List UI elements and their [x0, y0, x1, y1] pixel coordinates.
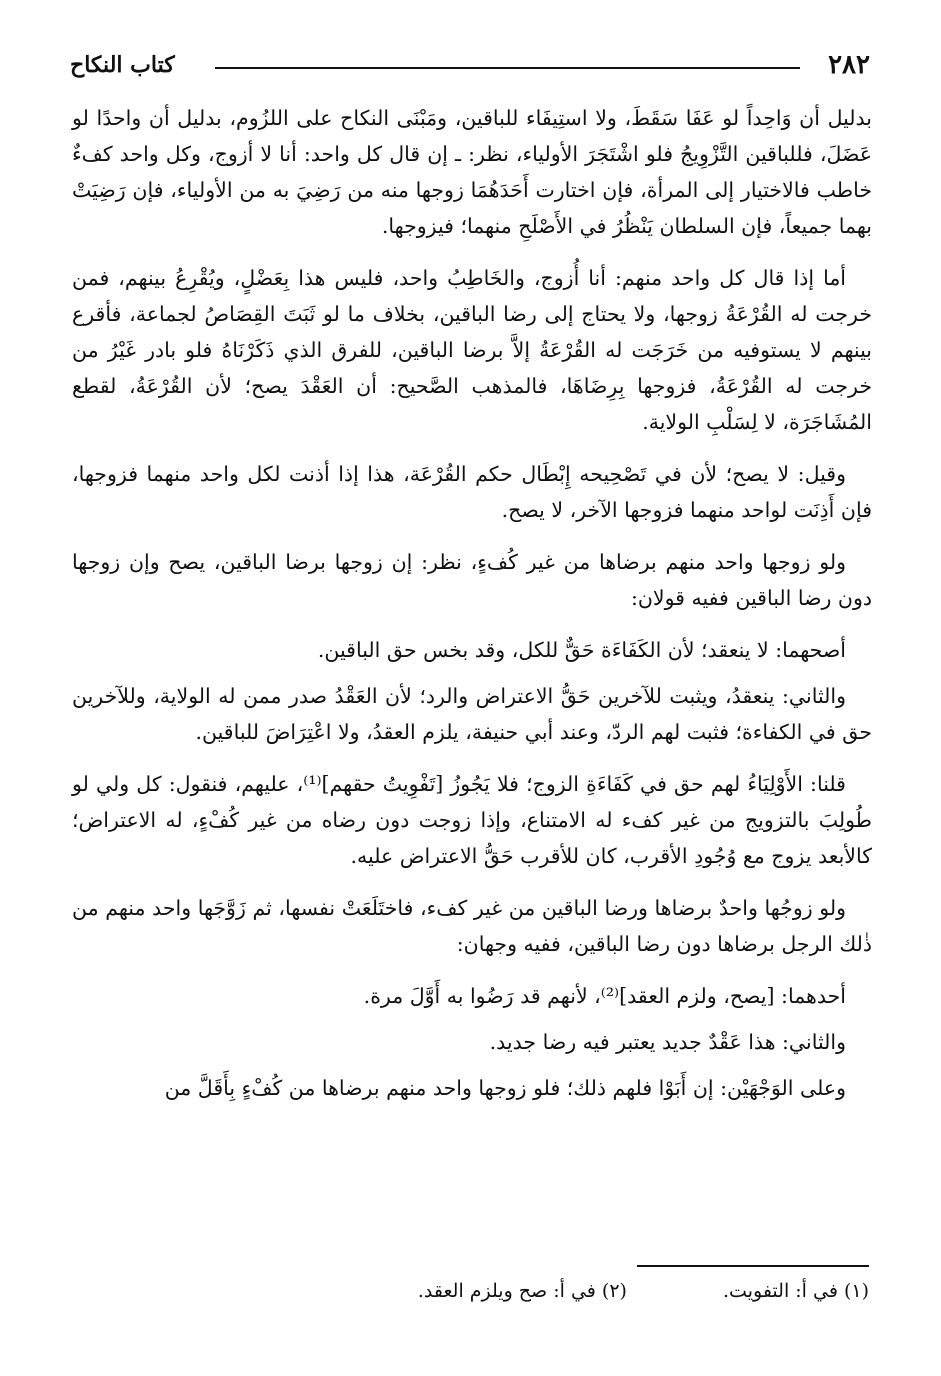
footnotes [69, 1276, 869, 1306]
paragraph: أحدهما: [يصح، ولزم العقد]⁽²⁾، لأنهم قد رَضُوا به أَوَّلَ مرة. [363, 984, 846, 1008]
footnote-separator [637, 1265, 869, 1267]
paragraph: ولو زوجُها واحدٌ برضاها ورضا الباقين من غير كفء، فاختَلَعَتْ نفسها، ثم زَوَّجَها واحد منهم من ذٰلك الرجل برضاها دون رضا الباقين، ففيه وجهان: [72, 896, 872, 956]
paragraph: والثاني: هذا عَقْدٌ جديد يعتبر فيه رضا جديد. [489, 1030, 846, 1054]
footnote-1: (١) في أ: التفويت. [723, 1280, 869, 1302]
paragraph: قلنا: الأَوْلِيَاءُ لهم حق في كَفَاءَةِ الزوج؛ فلا يَجُوزُ [تَفْوِيتُ حقهم]⁽¹⁾، عليهم، فنقول: كل ولي لو طُولِبَ بالتزويج من غير كفء له الامتناع، وإذا زوجت دون رضاه من غير كُفْءٍ، له الاعتراض؛ كالأبعد يزوج مع وُجُودِ الأقرب، كان للأقرب حَقُّ الاعتراض عليه. [72, 772, 872, 868]
page-number: ٢٨٢ [828, 50, 870, 80]
paragraph: بدليل أن وَاحِداً لو عَفَا سَقَطَ، ولا استِيفَاء للباقين، ومَبْنَى النكاح على اللزُوم، بدليل أن واحدًا لو عَضَلَ، فللباقين التَّزْوِيجُ فلو اشْتَجَرَ الأولياء، نظر: ـ إن قال كل واحد: أنا لا أزوج، وكل واحد كفءٌ خاطب فالاختيار إلى المرأة، فإن اختارت أَحَدَهُمَا زوجها منه من رَضِيَ به من الأولياء، فإن رَضِيَتْ بهما جميعاً، فإن السلطان يَنْظُرُ في الأَصْلَحِ منهما؛ فيزوجها. [72, 106, 872, 238]
running-title: كتاب النكاح [70, 52, 175, 78]
header-rule [215, 67, 800, 69]
main-text [72, 100, 872, 1122]
paragraph: والثاني: ينعقدُ، ويثبت للآخرين حَقُّ الاعتراض والرد؛ لأن العَقْدُ صدر ممن له الولاية، وللآخرين حق في الكفاءة؛ فثبت لهم الردّ، وعند أبي حنيفة، يلزم العقدُ، ولا اعْتِرَاضَ للباقين. [72, 684, 872, 744]
footnote-2: (٢) في أ: صح ويلزم العقد. [417, 1280, 627, 1302]
paragraph: أصحهما: لا ينعقد؛ لأن الكَفَاءَة حَقٌّ للكل، وقد بخس حق الباقين. [317, 638, 846, 662]
paragraph: ولو زوجها واحد منهم برضاها من غير كُفءٍ، نظر: إن زوجها برضا الباقين، يصح وإن زوجها دون رضا الباقين ففيه قولان: [72, 550, 872, 610]
running-header [70, 50, 870, 84]
paragraph: وقيل: لا يصح؛ لأن في تَصْحِيحه إِبْطَال حكم القُرْعَة، هذا إذا أذنت لكل واحد منهما فزوجها، فإن أَذِنَت لواحد منهما فزوجها الآخر، لا يصح. [72, 462, 872, 522]
paragraph: أما إذا قال كل واحد منهم: أنا أُزوج، والخَاطِبُ واحد، فليس هذا بِعَضْلٍ، ويُقْرِعُ بينهم، فمن خرجت له القُرْعَةُ زوجها، ولا يحتاج إلى رضا الباقين، بخلاف ما لو ثَبَتَ القِصَاصُ لجماعة، فأقرع بينهم لا يستوفيه من خَرَجَت له القُرْعَةُ إلاَّ برضا الباقين، للفرق الذي ذَكَرْنَاهُ فلو بادر غَيْرُ من خرجت له القُرْعَةُ، فزوجها بِرِضَاهَا، فالمذهب الصَّحيح: أن العَقْدَ يصح؛ لأن القُرْعَةُ، لقطع المُشَاجَرَة، لا لِسَلْبِ الولاية. [72, 266, 872, 434]
paragraph: وعلى الوَجْهَيْن: إن أَبَوْا فلهم ذلك؛ فلو زوجها واحد منهم برضاها من كُفْءٍ بِأَقَلَّ من [164, 1076, 846, 1100]
